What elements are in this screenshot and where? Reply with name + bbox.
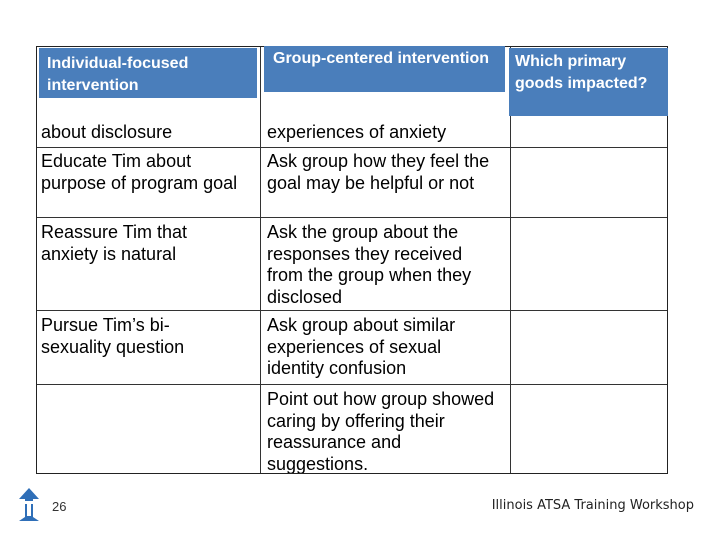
row-divider <box>37 147 667 148</box>
intervention-table <box>36 46 668 474</box>
footer-workshop-label: Illinois ATSA Training Workshop <box>491 498 694 513</box>
row-divider <box>37 310 667 311</box>
atsa-logo-icon <box>15 487 43 523</box>
row2-group-cell: Ask group how they feel the goal may be helpful or not <box>267 151 490 193</box>
row3-group-cell: Ask the group about the responses they received from the group when they disclosed <box>267 222 472 307</box>
row1-individual-cell: about disclosure <box>41 122 173 142</box>
column-divider <box>510 47 511 473</box>
column-divider <box>260 47 261 473</box>
header-individual-focused: Individual-focused intervention <box>39 48 257 98</box>
row3-individual-cell: Reassure Tim that anxiety is natural <box>41 222 188 264</box>
row1-group-cell: experiences of anxiety <box>267 122 447 142</box>
footer-divider <box>0 484 720 485</box>
row4-group-cell: Ask group about similar experiences of sexual identity confusion <box>267 315 456 378</box>
row2-individual-cell: Educate Tim about purpose of program goal <box>41 151 238 193</box>
row-divider <box>37 384 667 385</box>
row5-group-cell: Point out how group showed caring by offering their reassurance and suggestions. <box>267 389 495 474</box>
row4-individual-cell: Pursue Tim’s bi-sexuality question <box>41 315 185 357</box>
row-divider <box>37 217 667 218</box>
header-primary-goods: Which primary goods impacted? <box>509 48 668 116</box>
page-number: 26 <box>52 499 67 514</box>
header-group-centered: Group-centered intervention <box>264 46 505 92</box>
